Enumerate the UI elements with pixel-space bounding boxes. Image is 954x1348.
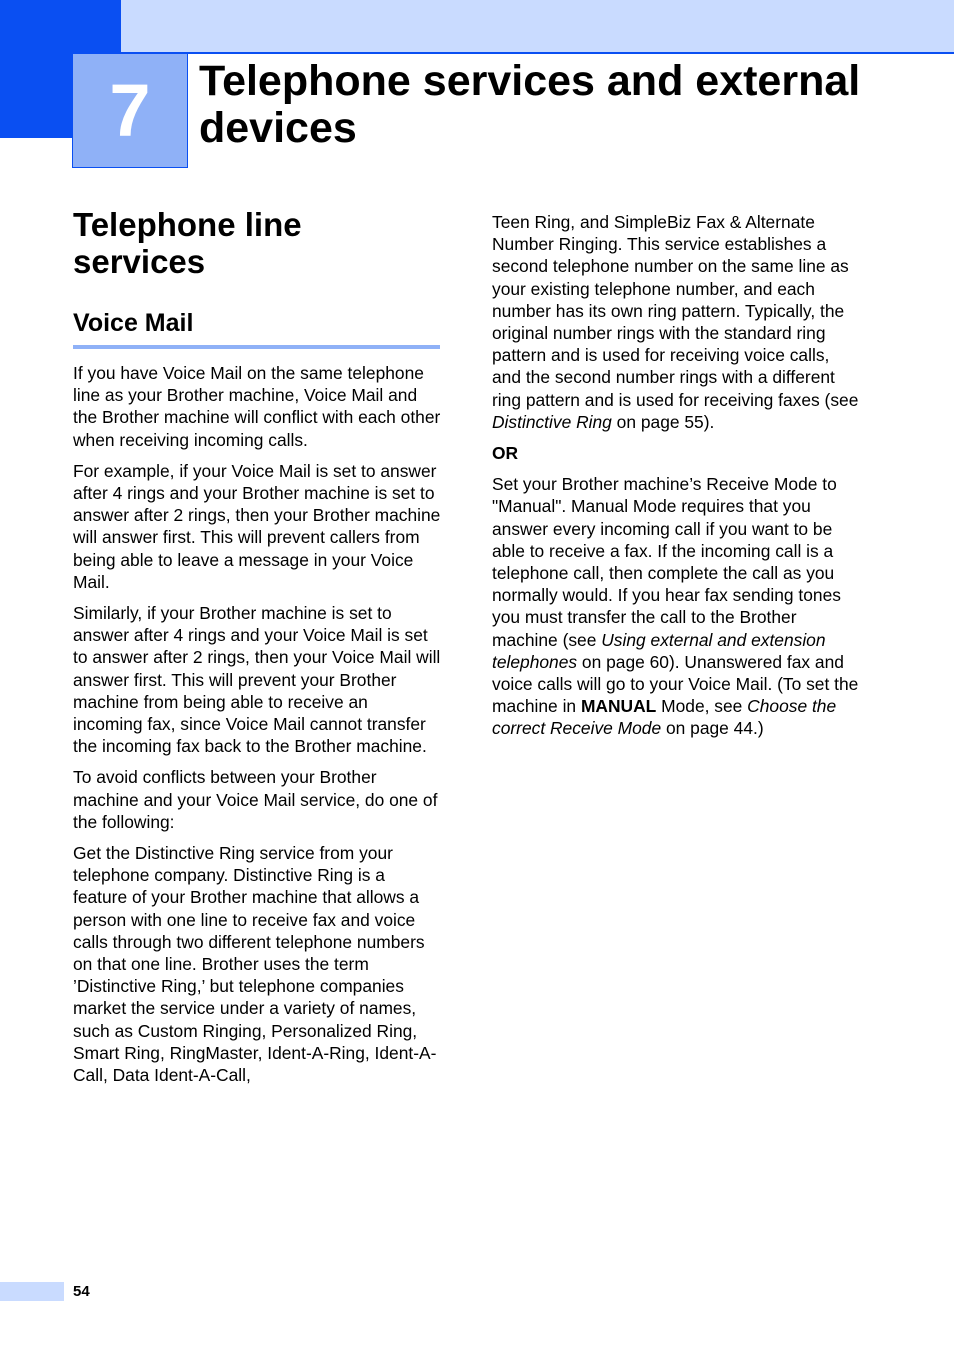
paragraph: To avoid conflicts between your Brother machine and your Voice Mail service, do one of the following: bbox=[73, 767, 438, 832]
cross-reference: Distinctive Ring bbox=[492, 411, 612, 432]
paragraph: For example, if your Voice Mail is set to answer after 4 rings and your Brother machine is set to answer after 2 rings, then your Brother machine will answer first. This will prevent callers from being able to leave a message in your Voice Mail. bbox=[73, 460, 441, 592]
subsection-title: Voice Mail bbox=[73, 309, 194, 337]
page-number: 54 bbox=[73, 1283, 90, 1300]
paragraph: Similarly, if your Brother machine is set to answer after 4 rings and your Voice Mail is set to answer after 2 rings, then your Voice Mail will answer first. This will prevent your Brother machine from being able to receive an incoming fax, since Voice Mail cannot transfer the incoming fax back to the Brother machine. bbox=[73, 603, 441, 757]
cross-reference: Choose the correct Receive Mode bbox=[492, 696, 837, 739]
chapter-number-box bbox=[72, 53, 188, 168]
paragraph: Get the Distinctive Ring service from your telephone company. Distinctive Ring is a feature of your Brother machine that allows a person with one line to receive fax and voice calls through two different telephone numbers on that one line. Brother uses the term ’Distinctive Ring,’ but telephone companies market the service under a variety of names, such as Custom Ringing, Personalized Ring, Smart Ring, RingMaster, Ident-A-Ring, Ident-A-Call, Data Ident-A-Call, bbox=[73, 843, 437, 1086]
paragraph: Set your Brother machine’s Receive Mode to "Manual". Manual Mode requires that you answer every incoming call if you want to be able to receive a fax. If the incoming call is a telephone call, then complete the call as you normally would. If you hear fax sending tones you must transfer the call to the Brother machine (see Using external and extension telephones on page 60). Unanswered fax and voice calls will go to your Voice Mail. (To set the machine in MANUAL Mode, see Choose the correct Receive Mode on page 44.) bbox=[492, 474, 859, 739]
header-rule bbox=[121, 52, 954, 54]
or-label: OR bbox=[492, 443, 519, 464]
left-column bbox=[73, 206, 441, 1095]
header-band bbox=[121, 0, 954, 52]
right-column bbox=[492, 211, 860, 749]
paragraph: Teen Ring, and SimpleBiz Fax & Alternate Number Ringing. This service establishes a second telephone number on the same line as your existing telephone number, and each number has its own ring pattern. Typically, the original number rings with the standard ring pattern and is used for receiving voice calls, and the second number rings with a different ring pattern and is used for receiving faxes (see Distinctive Ring on page 55). bbox=[492, 212, 859, 432]
chapter-title: Telephone services and external devices bbox=[199, 57, 861, 152]
subsection-rule bbox=[73, 345, 440, 349]
section-title: Telephone line services bbox=[73, 206, 302, 280]
chapter-number: 7 bbox=[109, 68, 151, 152]
cross-reference: Using external and extension telephones bbox=[492, 629, 826, 672]
paragraph: If you have Voice Mail on the same telephone line as your Brother machine, Voice Mail and the Brother machine will conflict with each other when receiving incoming calls. bbox=[73, 363, 441, 450]
footer-tab bbox=[0, 1282, 64, 1301]
mode-name: MANUAL bbox=[580, 696, 657, 717]
